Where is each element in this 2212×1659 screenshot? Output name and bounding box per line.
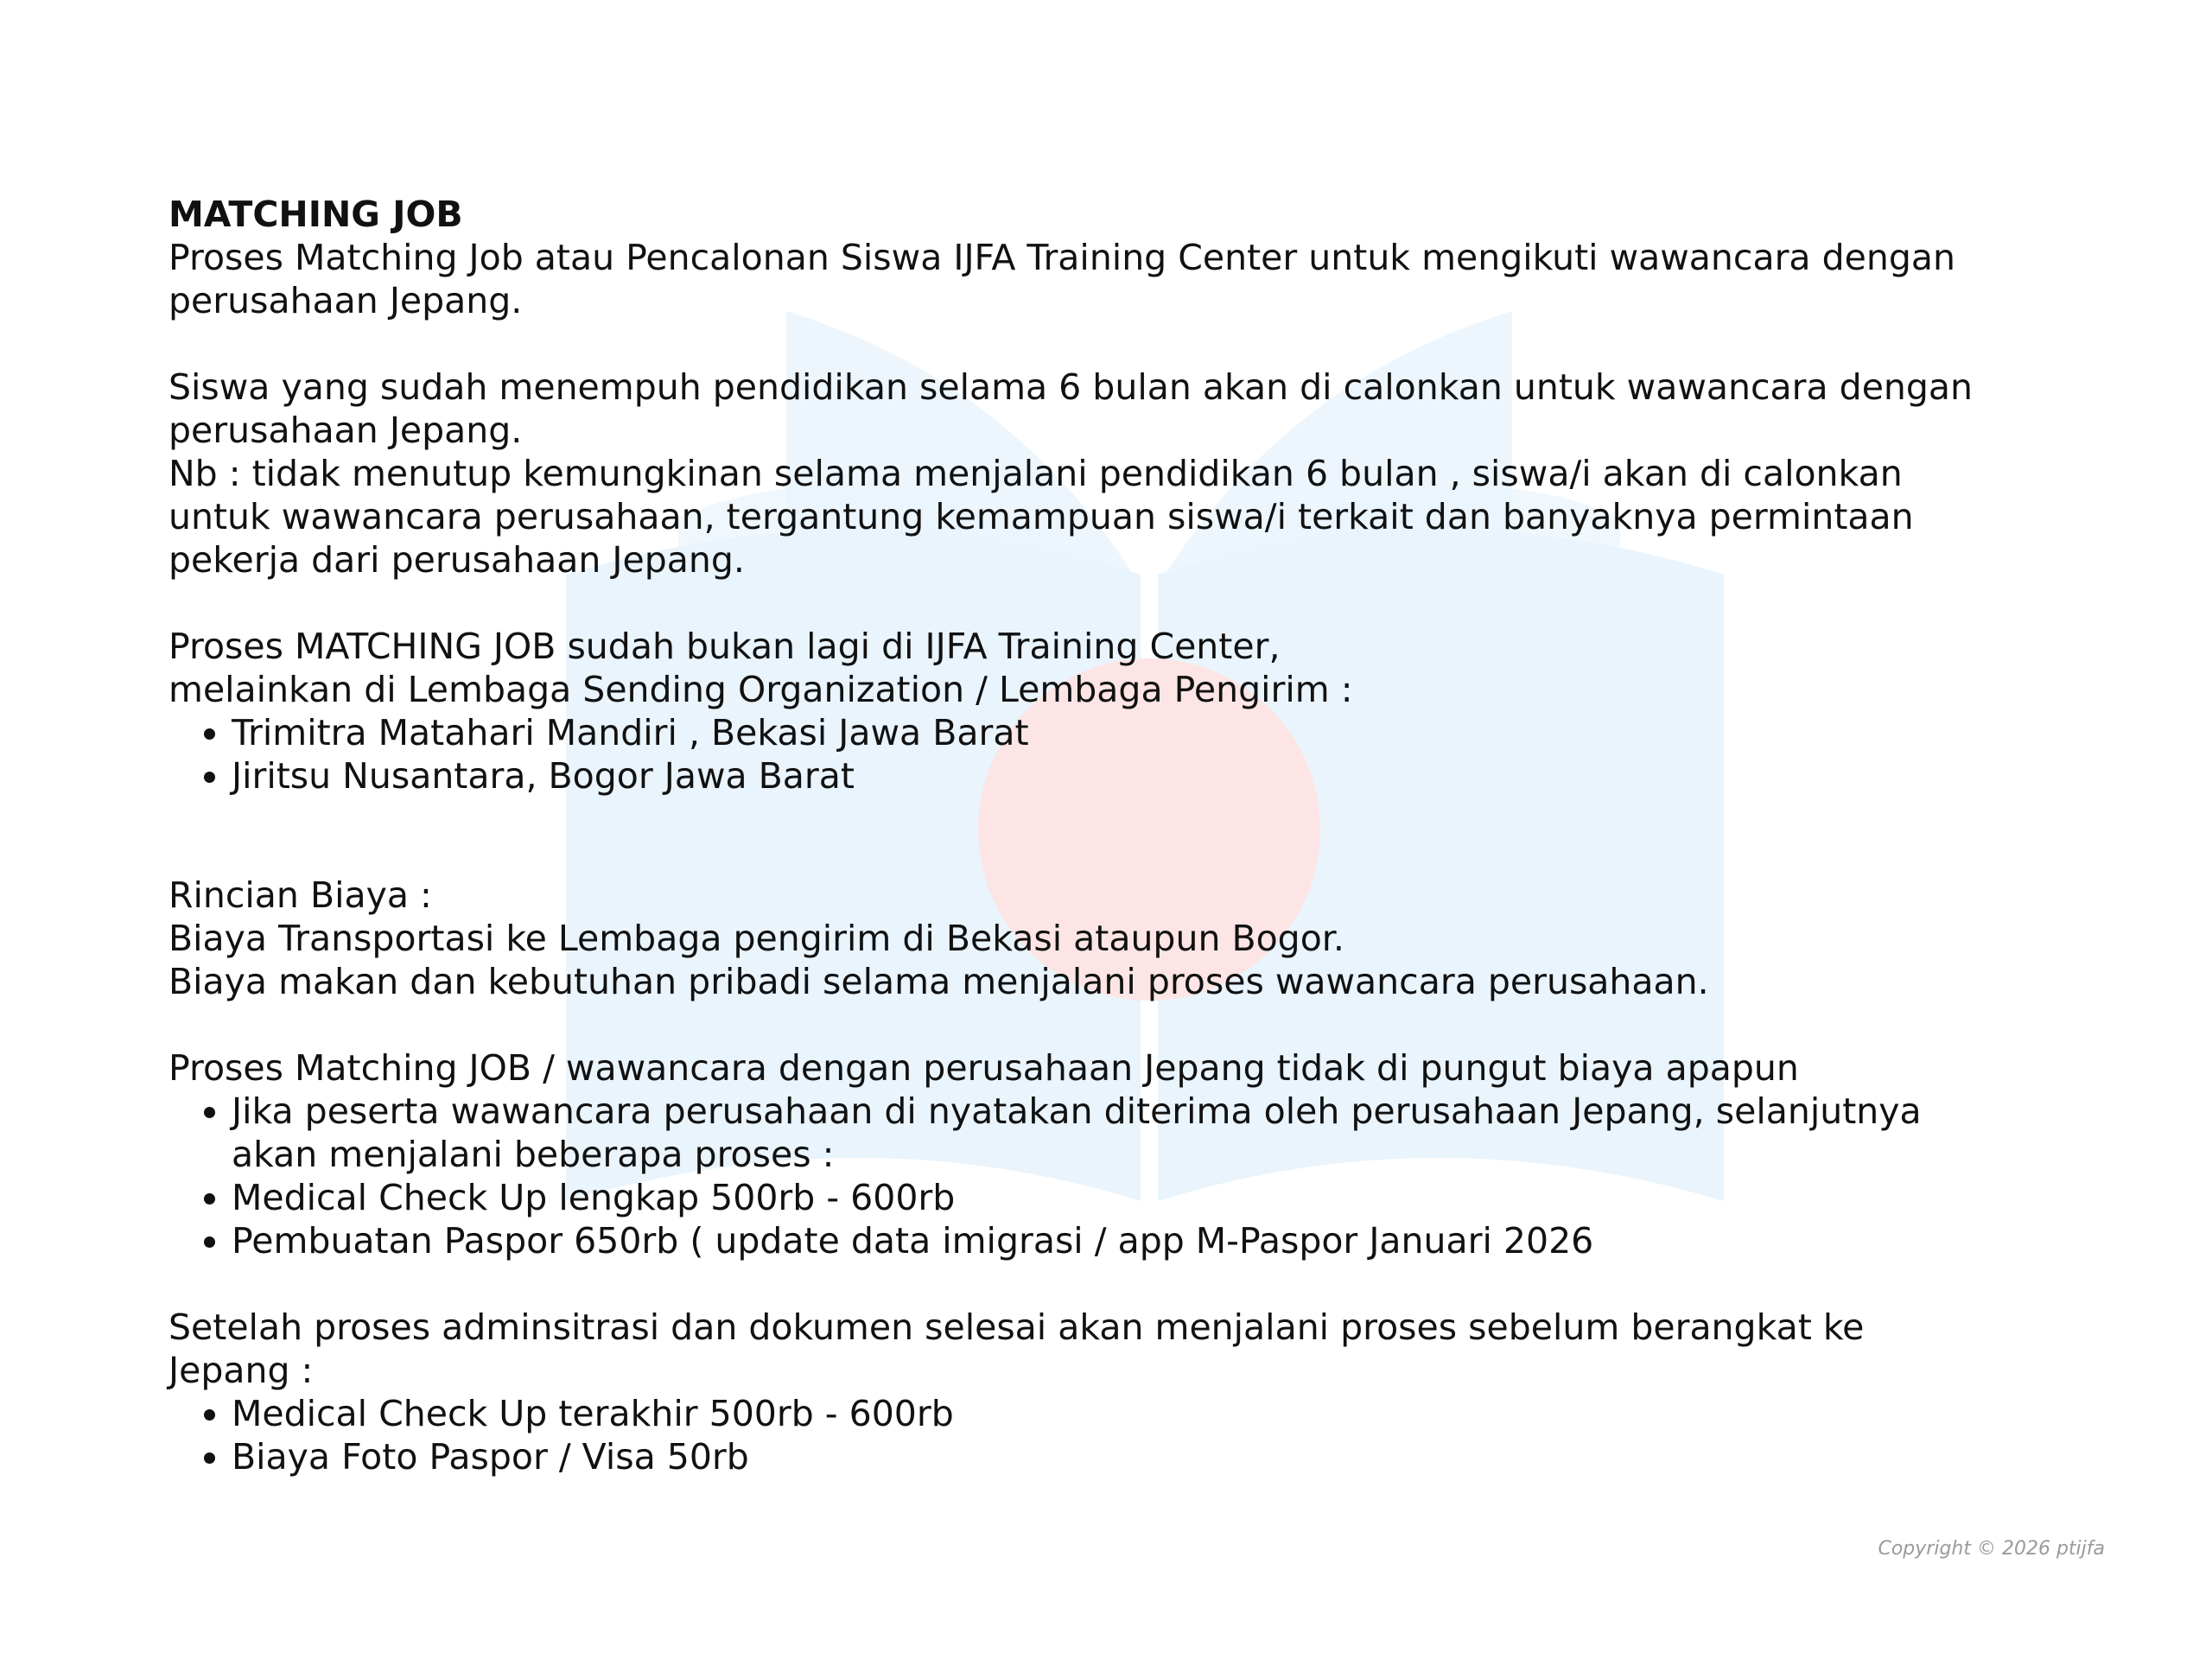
- location-line-2: melainkan di Lembaga Sending Organization / Lembaga Pengirim :: [168, 669, 1353, 710]
- cost-living: Biaya makan dan kebutuhan pribadi selama menjalani proses wawancara perusahaan.: [168, 961, 1709, 1002]
- spacer: [168, 1262, 1992, 1306]
- predeparture-steps-list: [168, 1392, 1992, 1478]
- organization-list: [168, 711, 1992, 798]
- cost-heading: Rincian Biaya :: [168, 874, 432, 916]
- list-item: • Medical Check Up terakhir 500rb - 600rb: [232, 1392, 1992, 1435]
- note-paragraph: Nb : tidak menutup kemungkinan selama menjalani pendidikan 6 bulan , siswa/i akan di calonkan untuk wawancara perusahaan, tergantung kemampuan siswa/i terkait dan banyaknya permintaan pekerja dari perusahaan Jepang.: [168, 453, 1914, 581]
- cost-transport: Biaya Transportasi ke Lembaga pengirim di Bekasi ataupun Bogor.: [168, 918, 1344, 959]
- eligibility-paragraph: Siswa yang sudah menempuh pendidikan selama 6 bulan akan di calonkan untuk wawancara dengan perusahaan Jepang.: [168, 366, 1974, 451]
- list-item: • Medical Check Up lengkap 500rb - 600rb: [232, 1176, 1992, 1219]
- spacer: [168, 582, 1992, 625]
- spacer: [168, 798, 1992, 874]
- intro-paragraph: Proses Matching Job atau Pencalonan Siswa IJFA Training Center untuk mengikuti wawancara dengan perusahaan Jepang.: [168, 237, 1955, 321]
- matching-job-section: [168, 193, 1992, 1478]
- copyright-text: Copyright © 2026 ptijfa: [1878, 1538, 2105, 1560]
- list-item: • Pembuatan Paspor 650rb ( update data imigrasi / app M-Paspor Januari 2026: [232, 1219, 1992, 1262]
- list-item: • Trimitra Matahari Mandiri , Bekasi Jawa Barat: [232, 711, 1992, 754]
- list-item: • Jiritsu Nusantara, Bogor Jawa Barat: [232, 754, 1992, 798]
- accepted-steps-list: [168, 1090, 1992, 1262]
- section-title: MATCHING JOB: [168, 194, 463, 235]
- spacer: [168, 322, 1992, 365]
- location-line-1: Proses MATCHING JOB sudah bukan lagi di IJFA Training Center,: [168, 626, 1281, 667]
- list-item: • Biaya Foto Paspor / Visa 50rb: [232, 1435, 1992, 1478]
- list-item: • Jika peserta wawancara perusahaan di nyatakan diterima oleh perusahaan Jepang, selanjutnya akan menjalani beberapa proses :: [232, 1090, 1992, 1176]
- spacer: [168, 1003, 1992, 1046]
- predeparture-heading: Setelah proses adminsitrasi dan dokumen selesai akan menjalani proses sebelum berangkat ke Jepang :: [168, 1306, 1865, 1391]
- free-statement: Proses Matching JOB / wawancara dengan perusahaan Jepang tidak di pungut biaya apapun: [168, 1047, 1799, 1089]
